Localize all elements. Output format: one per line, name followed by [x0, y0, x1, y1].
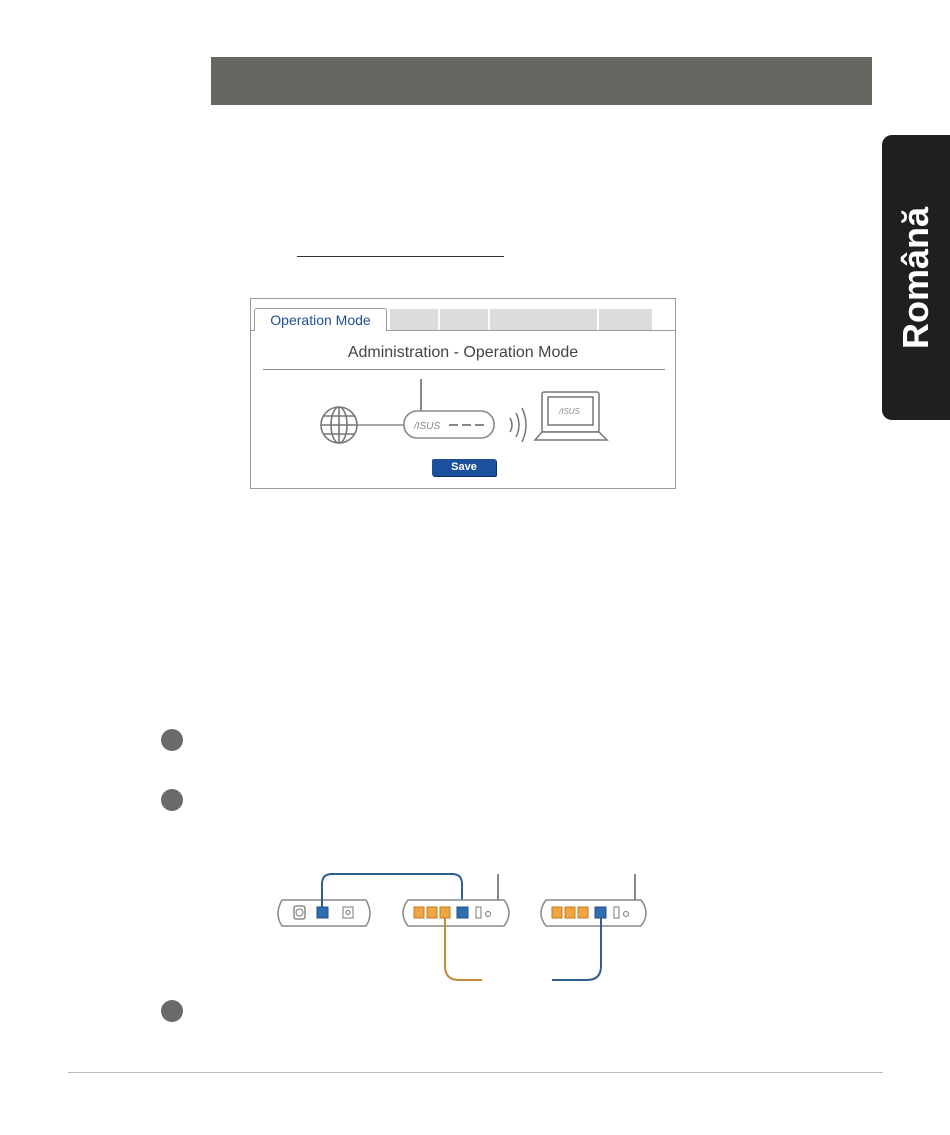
- language-side-tab: [882, 135, 950, 420]
- footer-divider: [68, 1072, 883, 1073]
- router-2-icon: [541, 874, 646, 926]
- underline-blank: [297, 256, 504, 257]
- section-header-bar: [211, 57, 872, 105]
- lan-cable-orange: [445, 918, 482, 980]
- router-1-icon: [403, 874, 509, 926]
- save-button[interactable]: Save: [432, 459, 496, 476]
- step-bullet-2: [161, 789, 183, 811]
- wan-cable-blue-2: [552, 918, 601, 980]
- modem-icon: [278, 900, 370, 926]
- router-icon: [404, 379, 494, 438]
- laptop-brand: /ISUS: [559, 407, 580, 416]
- laptop-icon: [535, 392, 607, 440]
- connection-diagram: [270, 868, 690, 988]
- operation-mode-screenshot: [250, 298, 676, 489]
- admin-title: Administration - Operation Mode: [347, 344, 579, 361]
- tab-operation-mode[interactable]: Operation Mode: [254, 308, 387, 331]
- step-bullet-3: [161, 1000, 183, 1022]
- globe-icon: [321, 407, 357, 443]
- step-bullet-1: [161, 729, 183, 751]
- wifi-waves-icon: [510, 408, 526, 442]
- language-label: Română: [895, 206, 936, 349]
- router-brand: /ISUS: [414, 421, 441, 432]
